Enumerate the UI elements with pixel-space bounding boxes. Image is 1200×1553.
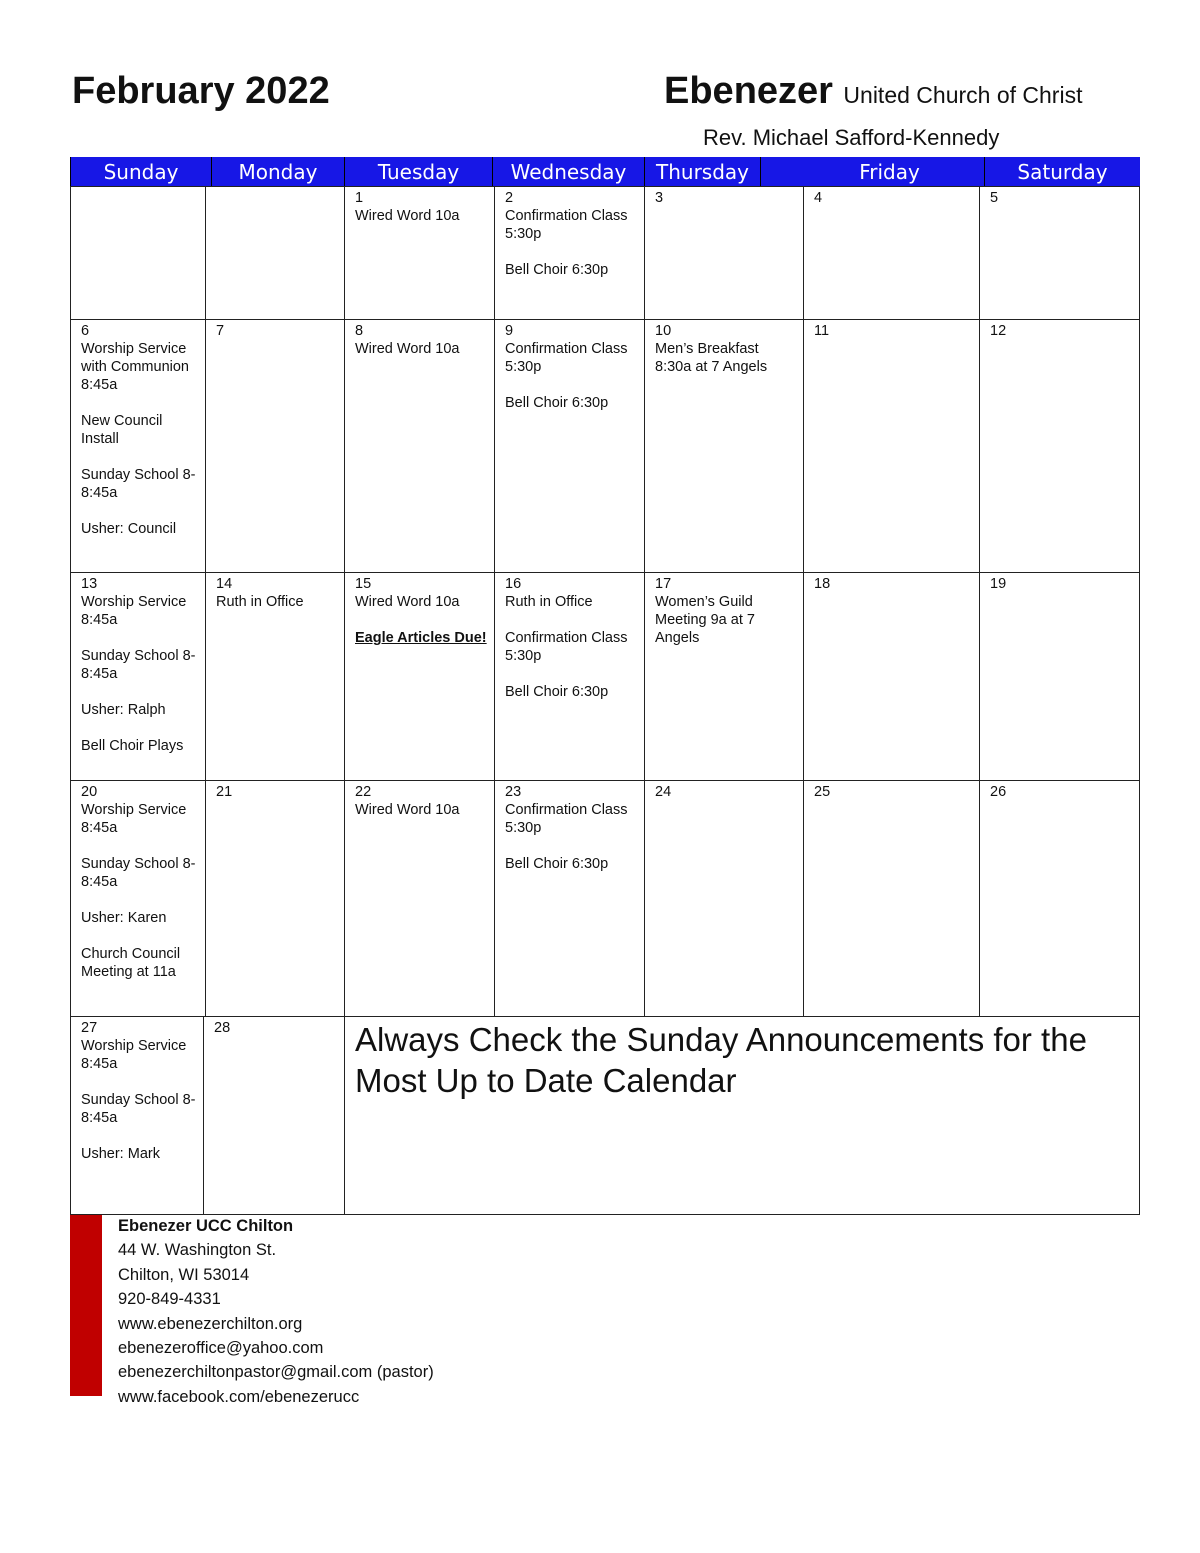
calendar-event: Worship Service with Communion 8:45a [81,341,189,393]
day-cell [505,573,642,719]
grid-line-v-4 [644,186,645,1016]
calendar-grid [70,157,1140,1214]
calendar-event: Wired Word 10a [355,802,460,818]
pastor-name: Rev. Michael Safford-Kennedy [703,125,1000,150]
weekday-header-tuesday: Tuesday [344,157,492,186]
calendar-event: Worship Service 8:45a [81,802,187,836]
day-number: 21 [216,784,233,800]
day-number: 2 [505,190,514,206]
day-cell [81,320,203,556]
day-number: 24 [655,784,672,800]
day-cell [81,573,203,773]
footer-church-name: Ebenezer UCC Chilton [118,1217,294,1235]
calendar-event: Confirmation Class 5:30p [505,341,628,375]
calendar-event: Confirmation Class 5:30p [505,802,628,836]
church-denomination: United Church of Christ [843,82,1083,108]
grid-line-v-0 [70,186,71,1016]
day-number: 14 [216,576,233,592]
weekday-header-wednesday: Wednesday [492,157,644,186]
day-number: 7 [216,323,225,339]
day-number: 12 [990,323,1007,339]
day-number: 13 [81,576,98,592]
calendar-event: Sunday School 8-8:45a [81,856,196,890]
day-cell [505,187,642,297]
day-number: 20 [81,784,98,800]
weekday-header-saturday: Saturday [984,157,1140,186]
day-cell [990,187,1138,207]
footer-phone: 920-849-4331 [118,1290,221,1309]
day-cell [814,573,977,593]
day-cell [355,187,492,243]
calendar-event: Worship Service 8:45a [81,594,187,628]
day-number: 25 [814,784,831,800]
calendar-notice: Always Check the Sunday Announcements for the Most Up to Date Calendar [355,1021,1087,1099]
grid-line-v-last-2 [344,1016,345,1214]
day-number: 16 [505,576,522,592]
calendar-event: Usher: Council [81,521,177,537]
calendar-event-highlight: Eagle Articles Due! [355,630,487,646]
day-cell [216,320,342,340]
day-cell [505,781,642,891]
grid-line-v-1 [205,186,206,1016]
calendar-event: Bell Choir 6:30p [505,856,609,872]
calendar-event: Sunday School 8-8:45a [81,467,196,501]
weekday-header-thursday: Thursday [644,157,760,186]
day-cell [655,781,801,801]
page-title: February 2022 [72,70,330,112]
day-cell [655,320,801,394]
grid-line-v-5 [803,186,804,1016]
footer-facebook-link[interactable]: www.facebook.com/ebenezerucc [118,1387,360,1406]
calendar-event: Church Council Meeting at 11a [81,946,181,980]
day-number: 18 [814,576,831,592]
day-number: 10 [655,323,672,339]
day-cell [355,320,492,376]
grid-line-v-7 [1139,186,1140,1016]
calendar-event: Bell Choir 6:30p [505,262,609,278]
footer-website-link[interactable]: www.ebenezerchilton.org [118,1314,303,1333]
day-cell [814,187,977,207]
contact-footer [118,1214,434,1409]
day-number: 22 [355,784,372,800]
day-number: 28 [214,1020,231,1036]
calendar-event: Confirmation Class 5:30p [505,208,628,242]
day-cell [990,320,1138,340]
day-number: 27 [81,1020,98,1036]
day-number: 19 [990,576,1007,592]
day-cell [505,320,642,430]
calendar-event: Worship Service 8:45a [81,1038,187,1072]
day-cell [216,187,342,189]
day-number: 23 [505,784,522,800]
footer-accent-bar [70,1215,102,1396]
weekday-header-friday: Friday [760,157,984,186]
calendar-event: Sunday School 8-8:45a [81,648,196,682]
day-number: 9 [505,323,514,339]
day-cell [355,573,492,665]
grid-line-v-6 [979,186,980,1016]
calendar-event: Ruth in Office [216,594,304,610]
day-number: 4 [814,190,823,206]
day-number: 6 [81,323,90,339]
day-cell [81,781,203,999]
day-number: 17 [655,576,672,592]
weekday-header-sunday: Sunday [70,157,211,186]
calendar-event: Sunday School 8-8:45a [81,1092,196,1126]
weekday-header-monday: Monday [211,157,344,186]
day-cell [990,781,1138,801]
day-cell [655,187,801,207]
calendar-event: Bell Choir Plays [81,738,184,754]
calendar-event: Usher: Karen [81,910,167,926]
calendar-event: Wired Word 10a [355,208,460,224]
day-number: 26 [990,784,1007,800]
calendar-event: Ruth in Office [505,594,593,610]
footer-office-email-link[interactable]: ebenezeroffice@yahoo.com [118,1339,324,1358]
calendar-event: Confirmation Class 5:30p [505,630,628,664]
calendar-event: Women’s Guild Meeting 9a at 7 Angels [655,594,755,646]
day-cell [814,320,977,340]
calendar-event: Bell Choir 6:30p [505,395,609,411]
grid-line-v-2 [344,186,345,1016]
day-cell [655,573,801,665]
day-number: 3 [655,190,664,206]
day-cell [81,187,203,189]
footer-pastor-email-link[interactable]: ebenezerchiltonpastor@gmail.com (pastor) [118,1363,434,1382]
day-cell [81,1017,201,1181]
grid-line-v-last-0 [70,1016,71,1214]
footer-city: Chilton, WI 53014 [118,1265,250,1284]
calendar-event: Men’s Breakfast 8:30a at 7 Angels [655,341,768,375]
day-number: 8 [355,323,364,339]
day-cell [814,781,977,801]
grid-line-v-3 [494,186,495,1016]
grid-line-v-last-1 [203,1016,204,1214]
calendar-event: Wired Word 10a [355,341,460,357]
footer-street: 44 W. Washington St. [118,1241,277,1260]
grid-line-v-last-3 [1139,1016,1140,1214]
church-heading [664,70,1082,113]
day-cell [214,1017,342,1037]
day-number: 5 [990,190,999,206]
day-cell [216,781,342,801]
calendar-event: Usher: Mark [81,1146,160,1162]
day-number: 11 [814,323,830,339]
day-cell [216,573,342,629]
calendar-event: New Council Install [81,413,163,447]
day-number: 1 [355,190,364,206]
calendar-event: Usher: Ralph [81,702,166,718]
day-cell [990,573,1138,593]
church-name: Ebenezer [664,70,833,112]
day-cell [355,781,492,837]
calendar-event: Wired Word 10a [355,594,460,610]
day-number: 15 [355,576,372,592]
calendar-event: Bell Choir 6:30p [505,684,609,700]
